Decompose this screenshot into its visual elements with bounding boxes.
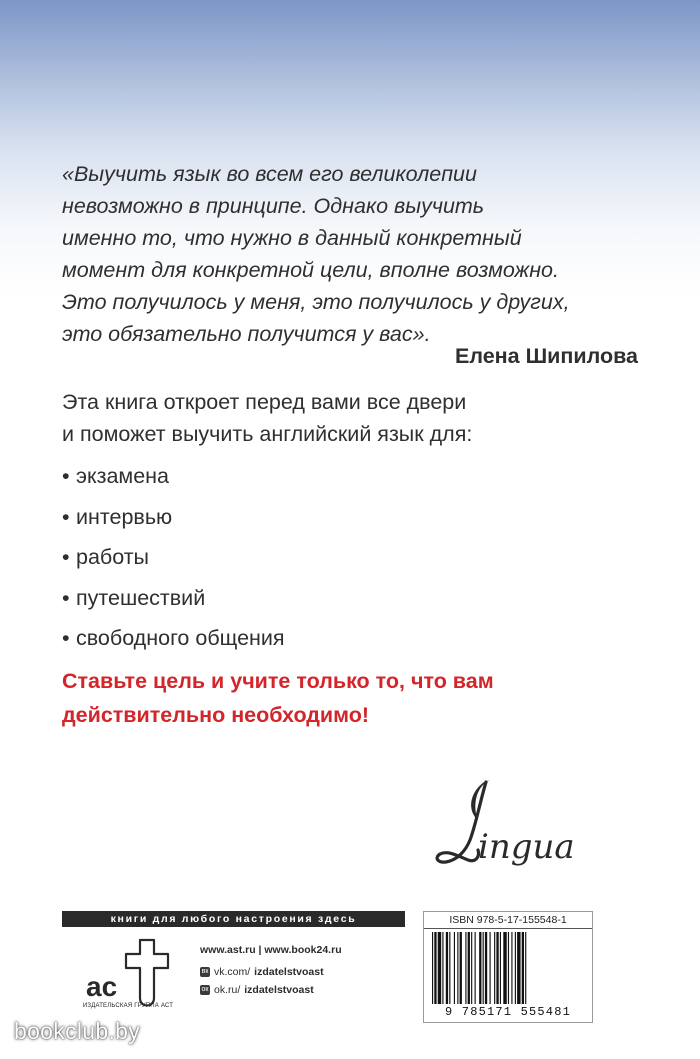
tagline-bar: книги для любого настроения здесь — [62, 911, 405, 927]
goal-list — [62, 460, 285, 663]
svg-text:ac: ac — [86, 971, 118, 1002]
quote-line: «Выучить язык во всем его великолепии — [62, 162, 477, 186]
list-item — [62, 541, 285, 582]
social-prefix: vk.com/ — [214, 966, 251, 978]
list-item — [62, 460, 285, 501]
social-link-ok[interactable] — [200, 984, 342, 996]
barcode — [430, 932, 586, 1004]
bullet-icon: • — [62, 464, 70, 488]
bullet-icon: • — [62, 504, 70, 529]
social-handle: izdatelstvoast — [254, 966, 324, 978]
quote-line: Это получилось у меня, это получилось у других, — [62, 290, 570, 314]
vk-icon: вк — [201, 968, 209, 975]
intro-line-2: и поможет выучить английский язык для: — [62, 422, 473, 446]
list-item — [62, 622, 285, 663]
quote-line: момент для конкретной цели, вполне возможно. — [62, 258, 559, 282]
intro-line-1: Эта книга откроет перед вами все двери — [62, 390, 467, 414]
social-prefix: ok.ru/ — [214, 984, 241, 996]
social-link-vk[interactable] — [200, 966, 342, 978]
list-item — [62, 501, 285, 542]
callout-line-2: действительно необходимо! — [62, 703, 370, 727]
ast-logo — [78, 936, 178, 1031]
barcode-digits: 9 785171 555481 — [444, 1005, 572, 1019]
bullet-icon: • — [62, 545, 70, 569]
social-handle: izdatelstvoast — [244, 984, 314, 996]
list-item-label: экзамена — [76, 464, 170, 488]
publisher-links — [200, 944, 342, 996]
bullet-icon: • — [62, 626, 70, 650]
quote-author: Елена Шипилова — [454, 344, 638, 368]
list-item-label: работы — [76, 545, 150, 569]
svg-text:ingua: ingua — [478, 827, 575, 867]
isbn-label: ISBN 978-5-17-155548-1 — [424, 912, 592, 929]
callout-text — [62, 664, 662, 732]
quote-line: именно то, что нужно в данный конкретный — [62, 226, 522, 250]
list-item-label: свободного общения — [76, 626, 285, 650]
intro-text — [62, 386, 662, 450]
quote-line: это обязательно получится у вас». — [62, 322, 431, 346]
publisher-name: ИЗДАТЕЛЬСКАЯ ГРУППА АСТ — [82, 1003, 174, 1009]
callout-line-1: Ставьте цель и учите только то, что вам — [62, 669, 494, 693]
isbn-barcode-box — [423, 911, 593, 1023]
lingua-logo — [428, 776, 598, 881]
list-item — [62, 582, 285, 623]
quote-block — [62, 158, 662, 350]
quote-line: невозможно в принципе. Однако выучить — [62, 194, 485, 218]
list-item-label: интервью — [76, 504, 173, 529]
list-item-label: путешествий — [76, 585, 206, 610]
ok-icon: ок — [201, 986, 209, 993]
website-links[interactable]: www.ast.ru | www.book24.ru — [200, 944, 342, 956]
watermark: bookclub.by — [14, 1018, 141, 1044]
bullet-icon: • — [62, 585, 70, 610]
